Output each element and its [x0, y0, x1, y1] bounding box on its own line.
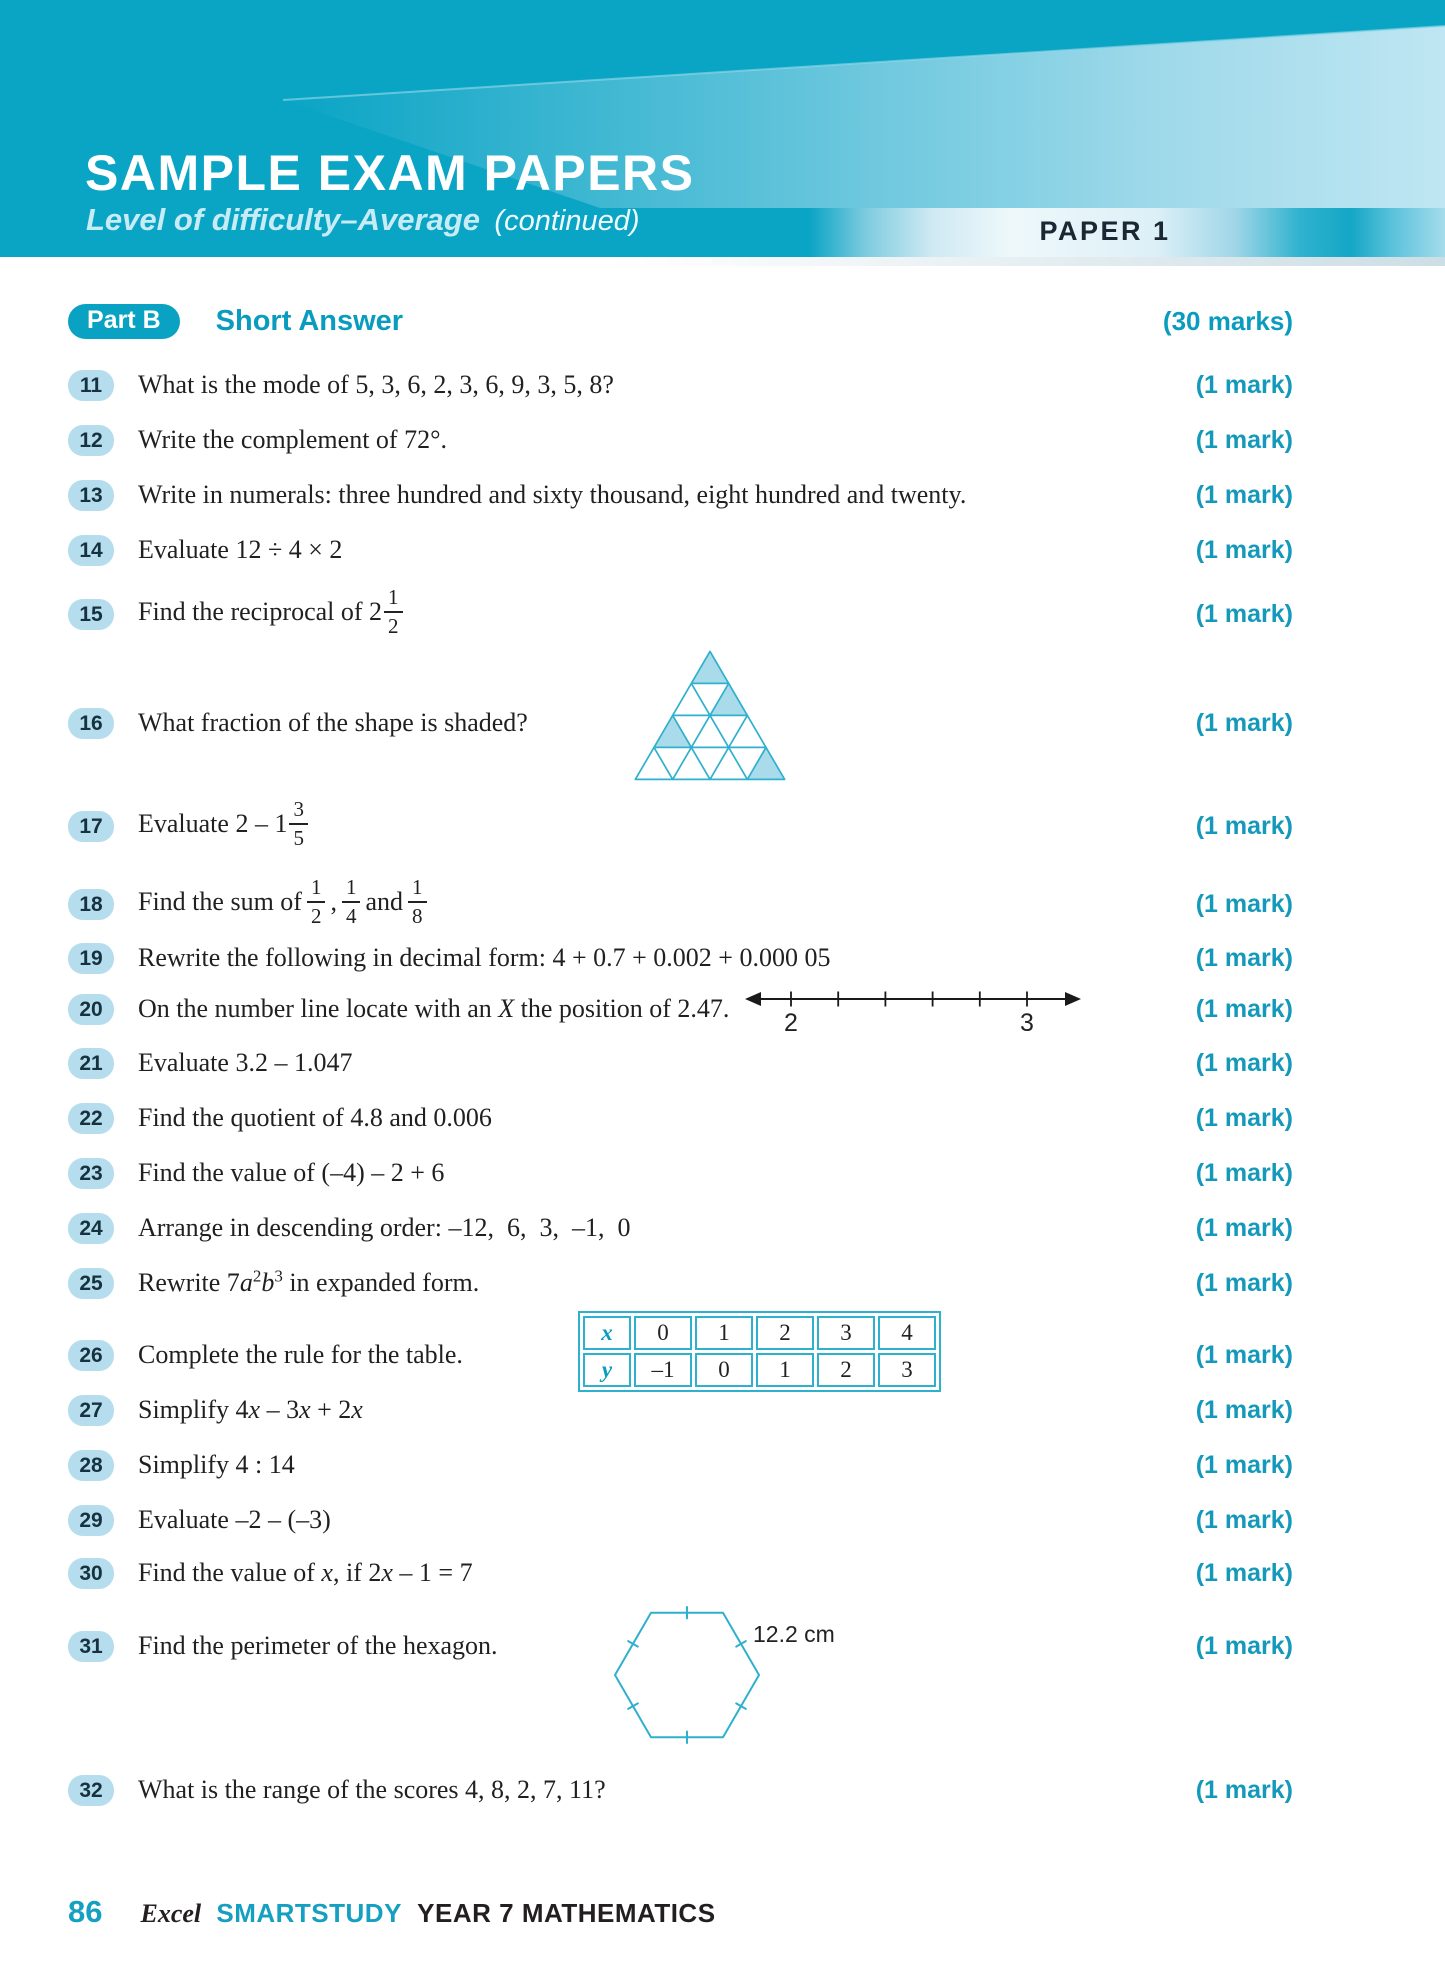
question-text: Write in numerals: three hundred and sixty thousand, eight hundred and twenty. — [138, 480, 967, 510]
question-text: Evaluate 2 – 1 $\frac{3}{5}$ — [138, 801, 313, 851]
fraction: $\frac{1}{2}$ — [307, 877, 326, 927]
question-marks: (1 mark) — [1195, 1103, 1293, 1132]
hexagon-side-label: 12.2 cm — [753, 1621, 835, 1647]
question-number: 12 — [68, 425, 114, 456]
question-row-22 — [68, 1100, 1293, 1136]
subtitle-text: Level of difficulty–Average — [86, 202, 480, 237]
question-number: 29 — [68, 1505, 114, 1536]
question-number: 15 — [68, 599, 114, 630]
question-row-30 — [68, 1555, 1293, 1591]
question-row-15 — [68, 578, 1293, 650]
question-marks: (1 mark) — [1195, 811, 1293, 840]
question-text: Simplify 4 : 14 — [138, 1450, 295, 1480]
table-cell: 3 — [878, 1353, 936, 1387]
page-number: 86 — [68, 1894, 103, 1929]
question-text: Evaluate 12 ÷ 4 × 2 — [138, 535, 343, 565]
question-row-14 — [68, 532, 1293, 568]
question-row-27 — [68, 1392, 1293, 1428]
question-number: 30 — [68, 1558, 114, 1589]
question-text: Arrange in descending order: –12, 6, 3, –1, 0 — [138, 1213, 631, 1243]
number-line-end-label: 3 — [1020, 1009, 1035, 1035]
total-marks: (30 marks) — [1162, 305, 1293, 336]
question-row-11 — [68, 367, 1293, 403]
question-text: Find the perimeter of the hexagon. — [138, 1631, 498, 1661]
question-row-20 — [68, 985, 1293, 1033]
table-cell: 2 — [756, 1316, 814, 1350]
question-marks: (1 mark) — [1195, 1395, 1293, 1424]
question-number: 17 — [68, 811, 114, 842]
question-number: 26 — [68, 1340, 114, 1371]
fraction: $\frac{1}{2}$ — [384, 587, 403, 637]
question-row-18 — [68, 868, 1293, 940]
paper-label: PAPER 1 — [1039, 216, 1171, 246]
shaded-triangle-figure — [630, 645, 790, 786]
question-marks: (1 mark) — [1195, 480, 1293, 509]
question-row-17 — [68, 790, 1293, 862]
question-number: 11 — [68, 370, 114, 401]
question-text: Evaluate 3.2 – 1.047 — [138, 1048, 353, 1078]
question-text: Complete the rule for the table. — [138, 1340, 463, 1370]
page-header — [0, 0, 1445, 257]
question-text: What is the mode of 5, 3, 6, 2, 3, 6, 9, 3, 5, 8? — [138, 370, 614, 400]
left-arrow-icon — [745, 992, 761, 1006]
question-row-19 — [68, 940, 1293, 976]
table-cell: 3 — [817, 1316, 875, 1350]
question-text: Simplify 4x – 3x + 2x — [138, 1395, 363, 1425]
question-text: What fraction of the shape is shaded? — [138, 708, 528, 738]
brand-smartstudy: SMARTSTUDY — [216, 1898, 402, 1928]
question-number: 27 — [68, 1395, 114, 1426]
question-marks: (1 mark) — [1195, 708, 1293, 737]
question-number: 13 — [68, 480, 114, 511]
table-cell: –1 — [634, 1353, 692, 1387]
table-cell: 1 — [756, 1353, 814, 1387]
question-marks: (1 mark) — [1195, 1048, 1293, 1077]
question-marks: (1 mark) — [1195, 943, 1293, 972]
question-number: 14 — [68, 535, 114, 566]
question-marks: (1 mark) — [1195, 1505, 1293, 1534]
question-text: Write the complement of 72°. — [138, 425, 447, 455]
question-number: 21 — [68, 1048, 114, 1079]
question-row-32 — [68, 1772, 1293, 1808]
question-marks: (1 mark) — [1195, 1450, 1293, 1479]
question-text: Evaluate –2 – (–3) — [138, 1505, 331, 1535]
question-number: 31 — [68, 1631, 114, 1662]
question-number: 25 — [68, 1268, 114, 1299]
question-marks: (1 mark) — [1195, 1558, 1293, 1587]
header-shadow — [0, 257, 1445, 266]
question-number: 23 — [68, 1158, 114, 1189]
number-line-start-label: 2 — [784, 1009, 799, 1035]
fraction: $\frac{3}{5}$ — [289, 799, 308, 849]
table-cell: 2 — [817, 1353, 875, 1387]
table-header-x: x — [583, 1316, 631, 1350]
question-marks: (1 mark) — [1195, 1158, 1293, 1187]
question-text: Find the sum of $\frac{1}{2}$ , $\frac{1}{4}$ and $\frac{1}{8}$ — [138, 879, 432, 929]
hexagon-figure — [595, 1590, 855, 1760]
fraction: $\frac{1}{8}$ — [408, 877, 427, 927]
question-number: 24 — [68, 1213, 114, 1244]
table-cell: 0 — [695, 1353, 753, 1387]
table-cell: 1 — [695, 1316, 753, 1350]
question-text: On the number line locate with an X the position of 2.47. — [138, 994, 730, 1024]
xy-table-figure — [578, 1311, 941, 1392]
question-text: Find the value of (–4) – 2 + 6 — [138, 1158, 445, 1188]
question-number: 28 — [68, 1450, 114, 1481]
question-text: Find the value of x, if 2x – 1 = 7 — [138, 1558, 473, 1588]
question-marks: (1 mark) — [1195, 425, 1293, 454]
question-row-12 — [68, 422, 1293, 458]
question-marks: (1 mark) — [1195, 370, 1293, 399]
section-title: Short Answer — [215, 304, 404, 337]
question-text: Rewrite $7a^2b^3$ in expanded form. — [138, 1266, 480, 1298]
brand-excel: Excel — [140, 1899, 202, 1928]
question-number: 22 — [68, 1103, 114, 1134]
question-row-13 — [68, 477, 1293, 513]
question-row-21 — [68, 1045, 1293, 1081]
table-header-y: y — [583, 1353, 631, 1387]
page-title: SAMPLE EXAM PAPERS — [85, 145, 695, 201]
question-marks: (1 mark) — [1195, 599, 1293, 628]
question-number: 16 — [68, 708, 114, 739]
right-arrow-icon — [1065, 992, 1081, 1006]
brand-line — [140, 1898, 715, 1929]
table-cell: 4 — [878, 1316, 936, 1350]
brand-series: YEAR 7 MATHEMATICS — [417, 1898, 716, 1928]
question-number: 19 — [68, 943, 114, 974]
question-text: Find the reciprocal of 2 $\frac{1}{2}$ — [138, 589, 408, 639]
part-badge: Part B — [68, 304, 180, 339]
question-number: 32 — [68, 1775, 114, 1806]
question-marks: (1 mark) — [1195, 1340, 1293, 1369]
question-marks: (1 mark) — [1195, 889, 1293, 918]
question-row-29 — [68, 1502, 1293, 1538]
fraction: $\frac{1}{4}$ — [342, 877, 361, 927]
question-marks: (1 mark) — [1195, 1213, 1293, 1242]
question-text: Rewrite the following in decimal form: 4 + 0.7 + 0.002 + 0.000 05 — [138, 943, 831, 973]
page-subtitle — [86, 204, 640, 236]
question-marks: (1 mark) — [1195, 994, 1293, 1023]
page-footer — [68, 1894, 716, 1930]
number-line-figure — [743, 983, 1083, 1035]
question-marks: (1 mark) — [1195, 1268, 1293, 1297]
question-number: 18 — [68, 889, 114, 920]
table-cell: 0 — [634, 1316, 692, 1350]
question-text: Find the quotient of 4.8 and 0.006 — [138, 1103, 492, 1133]
question-text: What is the range of the scores 4, 8, 2, 7, 11? — [138, 1775, 606, 1805]
subtitle-note: (continued) — [494, 205, 640, 237]
question-row-23 — [68, 1155, 1293, 1191]
question-row-28 — [68, 1447, 1293, 1483]
question-marks: (1 mark) — [1195, 1631, 1293, 1660]
question-row-25 — [68, 1265, 1293, 1301]
question-row-24 — [68, 1210, 1293, 1246]
question-marks: (1 mark) — [1195, 535, 1293, 564]
section-heading-row — [68, 301, 1293, 341]
question-marks: (1 mark) — [1195, 1775, 1293, 1804]
question-number: 20 — [68, 994, 114, 1025]
